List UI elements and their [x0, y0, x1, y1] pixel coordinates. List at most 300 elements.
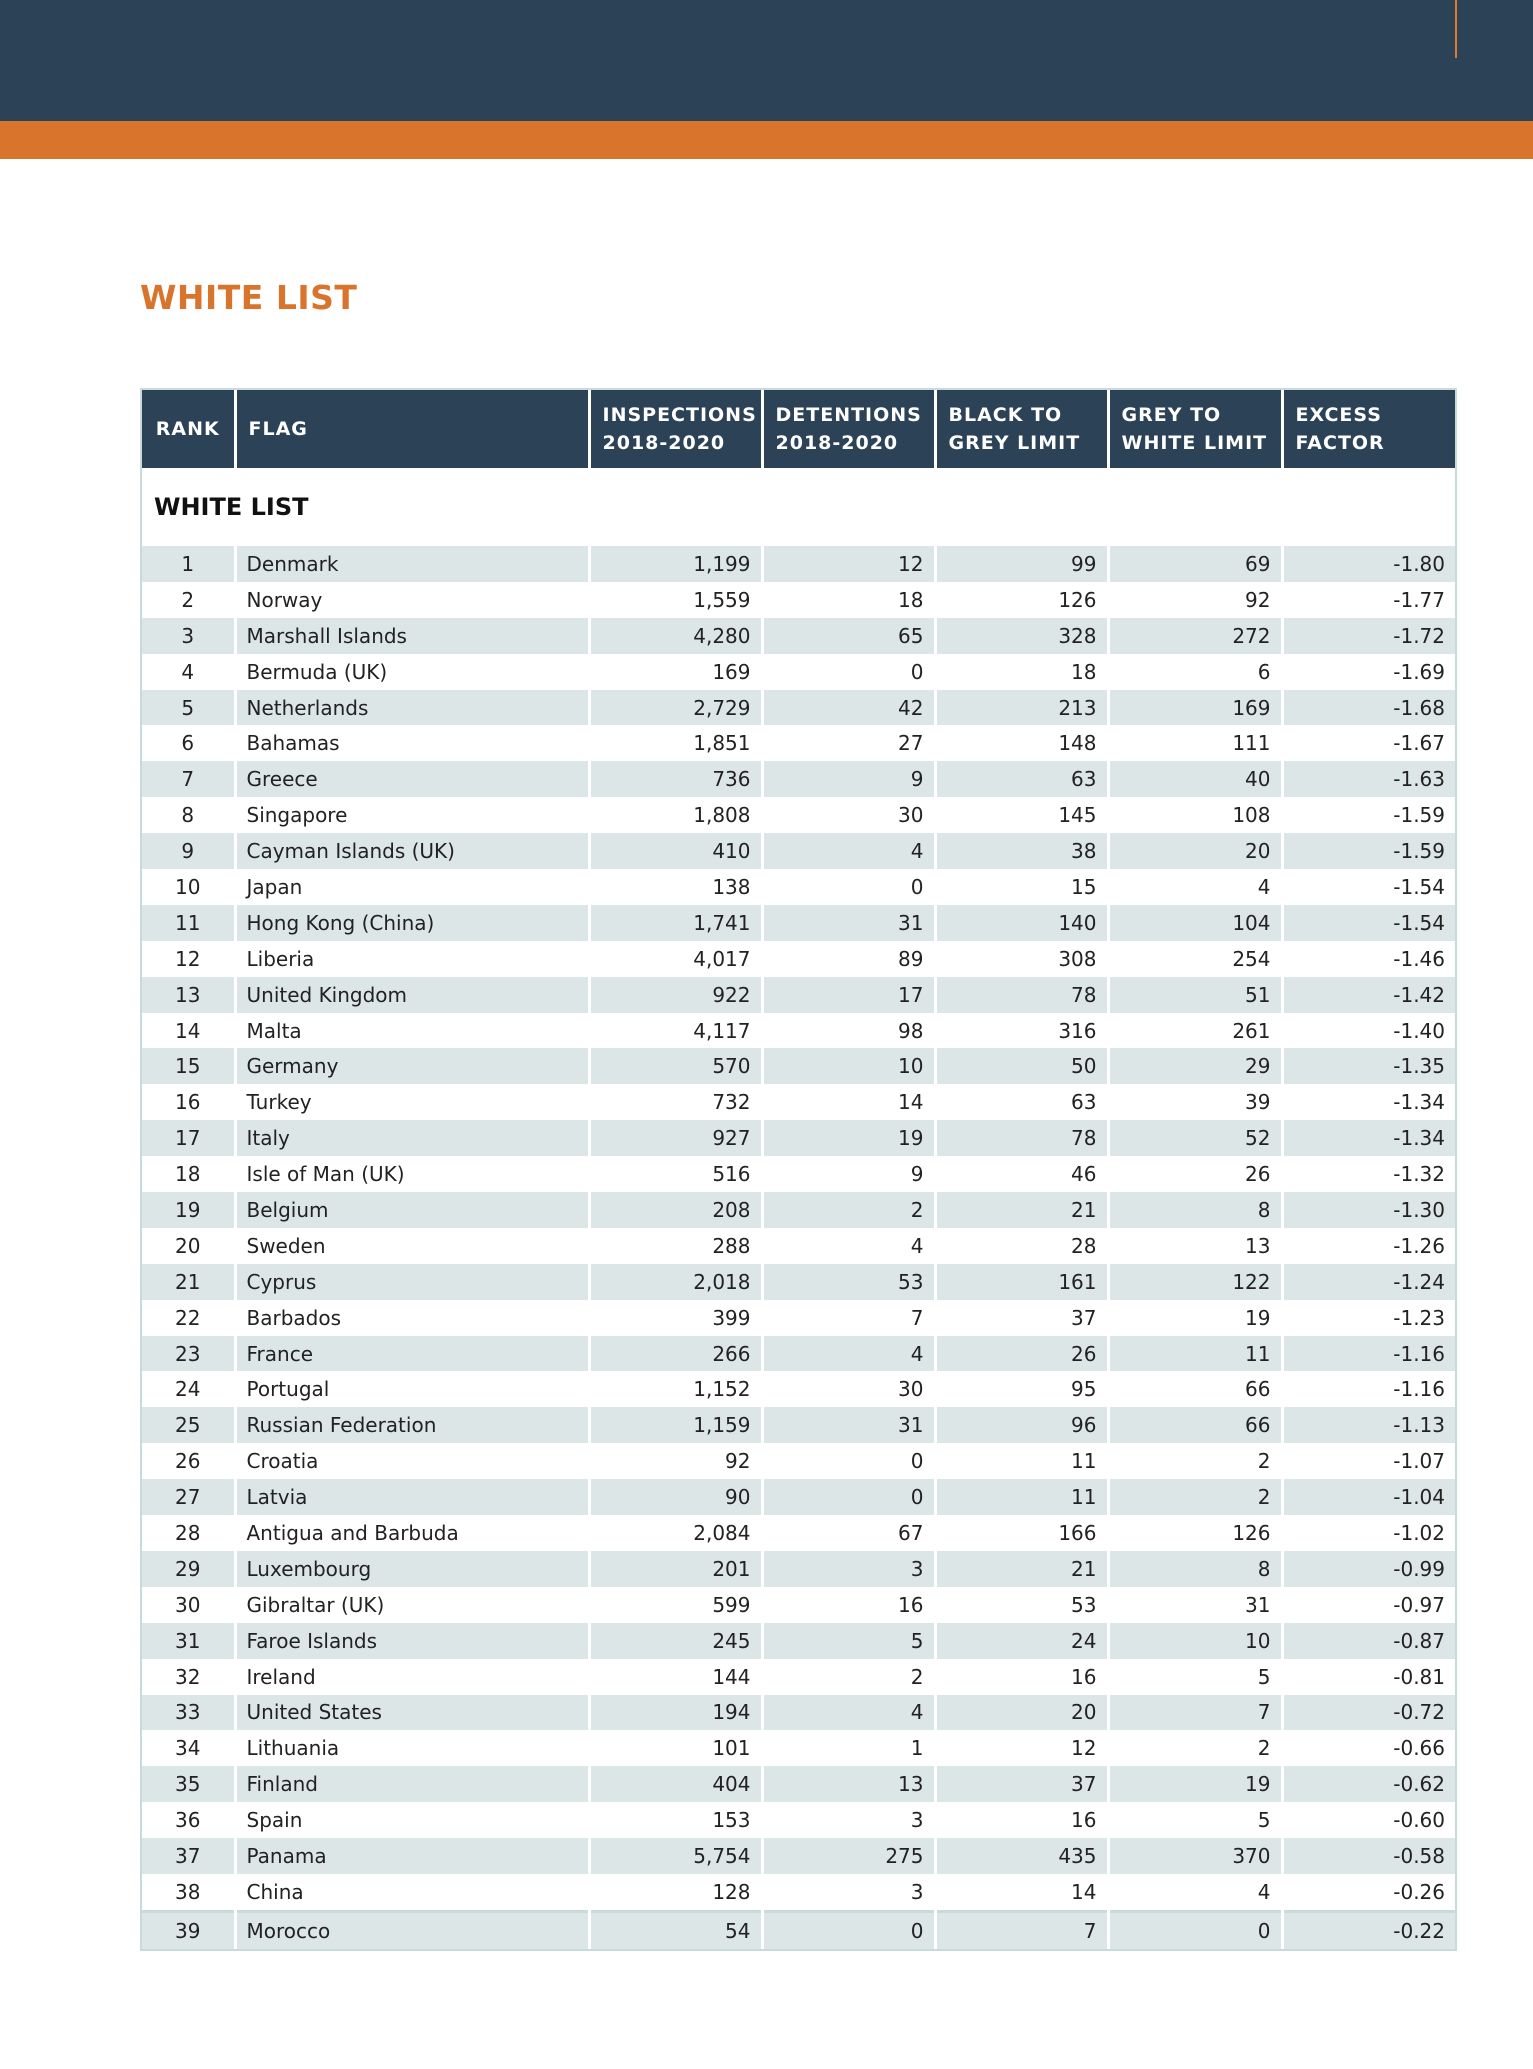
cell-flag: Turkey	[235, 1084, 589, 1120]
cell-black-to-grey: 316	[935, 1013, 1108, 1049]
col-flag: FLAG	[235, 390, 589, 468]
cell-black-to-grey: 213	[935, 690, 1108, 726]
cell-inspections: 5,754	[589, 1838, 762, 1874]
cell-detentions: 18	[762, 582, 935, 618]
cell-grey-to-white: 10	[1108, 1623, 1282, 1659]
cell-rank: 32	[142, 1659, 235, 1695]
cell-rank: 14	[142, 1013, 235, 1049]
cell-inspections: 138	[589, 869, 762, 905]
cell-flag: Netherlands	[235, 690, 589, 726]
cell-rank: 8	[142, 797, 235, 833]
cell-flag: Marshall Islands	[235, 618, 589, 654]
cell-excess-factor: -1.72	[1282, 618, 1455, 654]
table-row	[142, 1371, 1455, 1407]
cell-detentions: 0	[762, 1911, 935, 1948]
cell-excess-factor: -1.69	[1282, 654, 1455, 690]
col-excess-factor: EXCESS FACTOR	[1282, 390, 1455, 468]
cell-excess-factor: -1.34	[1282, 1120, 1455, 1156]
cell-flag: France	[235, 1336, 589, 1372]
cell-excess-factor: -1.26	[1282, 1228, 1455, 1264]
table-row	[142, 1587, 1455, 1623]
cell-detentions: 30	[762, 1371, 935, 1407]
cell-black-to-grey: 435	[935, 1838, 1108, 1874]
cell-grey-to-white: 261	[1108, 1013, 1282, 1049]
cell-grey-to-white: 254	[1108, 941, 1282, 977]
cell-inspections: 599	[589, 1587, 762, 1623]
cell-detentions: 2	[762, 1659, 935, 1695]
cell-excess-factor: -1.46	[1282, 941, 1455, 977]
cell-excess-factor: -1.07	[1282, 1443, 1455, 1479]
cell-excess-factor: -1.40	[1282, 1013, 1455, 1049]
cell-excess-factor: -1.23	[1282, 1300, 1455, 1336]
cell-excess-factor: -1.54	[1282, 905, 1455, 941]
cell-grey-to-white: 370	[1108, 1838, 1282, 1874]
cell-detentions: 0	[762, 1443, 935, 1479]
cell-excess-factor: -0.66	[1282, 1730, 1455, 1766]
cell-black-to-grey: 63	[935, 761, 1108, 797]
cell-detentions: 42	[762, 690, 935, 726]
cell-excess-factor: -1.67	[1282, 725, 1455, 761]
cell-rank: 13	[142, 977, 235, 1013]
table-row	[142, 725, 1455, 761]
cell-rank: 20	[142, 1228, 235, 1264]
table-row	[142, 1300, 1455, 1336]
table-row	[142, 977, 1455, 1013]
cell-black-to-grey: 96	[935, 1407, 1108, 1443]
table-row	[142, 1766, 1455, 1802]
cell-detentions: 1	[762, 1730, 935, 1766]
cell-rank: 12	[142, 941, 235, 977]
cell-grey-to-white: 66	[1108, 1371, 1282, 1407]
table-row	[142, 761, 1455, 797]
cell-inspections: 4,280	[589, 618, 762, 654]
cell-rank: 2	[142, 582, 235, 618]
cell-flag: Belgium	[235, 1192, 589, 1228]
cell-excess-factor: -0.22	[1282, 1911, 1455, 1948]
table-row	[142, 690, 1455, 726]
cell-inspections: 288	[589, 1228, 762, 1264]
cell-flag: Lithuania	[235, 1730, 589, 1766]
cell-excess-factor: -1.32	[1282, 1156, 1455, 1192]
cell-detentions: 16	[762, 1587, 935, 1623]
cell-excess-factor: -0.58	[1282, 1838, 1455, 1874]
cell-black-to-grey: 26	[935, 1336, 1108, 1372]
table-row	[142, 1264, 1455, 1300]
cell-excess-factor: -1.34	[1282, 1084, 1455, 1120]
cell-flag: Antigua and Barbuda	[235, 1515, 589, 1551]
cell-grey-to-white: 19	[1108, 1766, 1282, 1802]
cell-grey-to-white: 0	[1108, 1911, 1282, 1948]
cell-excess-factor: -1.24	[1282, 1264, 1455, 1300]
cell-black-to-grey: 166	[935, 1515, 1108, 1551]
cell-detentions: 13	[762, 1766, 935, 1802]
cell-rank: 17	[142, 1120, 235, 1156]
cell-excess-factor: -1.35	[1282, 1048, 1455, 1084]
cell-rank: 9	[142, 833, 235, 869]
cell-black-to-grey: 14	[935, 1874, 1108, 1911]
cell-inspections: 922	[589, 977, 762, 1013]
cell-inspections: 4,117	[589, 1013, 762, 1049]
cell-flag: United Kingdom	[235, 977, 589, 1013]
table-row	[142, 1659, 1455, 1695]
cell-grey-to-white: 104	[1108, 905, 1282, 941]
cell-grey-to-white: 4	[1108, 869, 1282, 905]
cell-grey-to-white: 8	[1108, 1551, 1282, 1587]
cell-flag: Sweden	[235, 1228, 589, 1264]
cell-detentions: 0	[762, 654, 935, 690]
cell-black-to-grey: 28	[935, 1228, 1108, 1264]
table-row	[142, 1479, 1455, 1515]
cell-flag: Norway	[235, 582, 589, 618]
cell-detentions: 10	[762, 1048, 935, 1084]
cell-flag: Singapore	[235, 797, 589, 833]
cell-flag: Finland	[235, 1766, 589, 1802]
cell-black-to-grey: 16	[935, 1659, 1108, 1695]
cell-grey-to-white: 122	[1108, 1264, 1282, 1300]
cell-grey-to-white: 13	[1108, 1228, 1282, 1264]
cell-detentions: 9	[762, 1156, 935, 1192]
cell-inspections: 404	[589, 1766, 762, 1802]
cell-inspections: 101	[589, 1730, 762, 1766]
cell-inspections: 1,159	[589, 1407, 762, 1443]
cell-detentions: 2	[762, 1192, 935, 1228]
table-row	[142, 941, 1455, 977]
cell-inspections: 736	[589, 761, 762, 797]
cell-grey-to-white: 31	[1108, 1587, 1282, 1623]
cell-detentions: 67	[762, 1515, 935, 1551]
cell-detentions: 4	[762, 1695, 935, 1731]
cell-flag: Spain	[235, 1802, 589, 1838]
cell-detentions: 0	[762, 1479, 935, 1515]
cell-rank: 28	[142, 1515, 235, 1551]
cell-grey-to-white: 8	[1108, 1192, 1282, 1228]
cell-rank: 30	[142, 1587, 235, 1623]
cell-black-to-grey: 37	[935, 1300, 1108, 1336]
cell-detentions: 3	[762, 1802, 935, 1838]
cell-flag: Barbados	[235, 1300, 589, 1336]
col-black-to-grey: BLACK TO GREY LIMIT	[935, 390, 1108, 468]
cell-black-to-grey: 7	[935, 1911, 1108, 1948]
table-subheading-row	[142, 468, 1455, 546]
cell-rank: 6	[142, 725, 235, 761]
cell-rank: 19	[142, 1192, 235, 1228]
table-row	[142, 546, 1455, 582]
cell-detentions: 4	[762, 1336, 935, 1372]
cell-rank: 11	[142, 905, 235, 941]
cell-detentions: 65	[762, 618, 935, 654]
cell-inspections: 1,152	[589, 1371, 762, 1407]
white-list-table	[140, 388, 1457, 1951]
table-row	[142, 1443, 1455, 1479]
cell-grey-to-white: 5	[1108, 1802, 1282, 1838]
cell-flag: Germany	[235, 1048, 589, 1084]
table-row	[142, 1695, 1455, 1731]
cell-rank: 15	[142, 1048, 235, 1084]
cell-flag: Panama	[235, 1838, 589, 1874]
col-inspections: INSPECTIONS 2018-2020	[589, 390, 762, 468]
cell-rank: 4	[142, 654, 235, 690]
cell-grey-to-white: 2	[1108, 1479, 1282, 1515]
cell-grey-to-white: 66	[1108, 1407, 1282, 1443]
cell-inspections: 2,084	[589, 1515, 762, 1551]
cell-grey-to-white: 69	[1108, 546, 1282, 582]
cell-black-to-grey: 21	[935, 1551, 1108, 1587]
cell-grey-to-white: 39	[1108, 1084, 1282, 1120]
cell-inspections: 2,729	[589, 690, 762, 726]
cell-black-to-grey: 140	[935, 905, 1108, 941]
cell-inspections: 1,851	[589, 725, 762, 761]
cell-detentions: 89	[762, 941, 935, 977]
cell-detentions: 9	[762, 761, 935, 797]
cell-grey-to-white: 108	[1108, 797, 1282, 833]
cell-black-to-grey: 15	[935, 869, 1108, 905]
cell-black-to-grey: 16	[935, 1802, 1108, 1838]
cell-flag: Italy	[235, 1120, 589, 1156]
cell-rank: 31	[142, 1623, 235, 1659]
cell-rank: 35	[142, 1766, 235, 1802]
cell-excess-factor: -1.68	[1282, 690, 1455, 726]
cell-black-to-grey: 328	[935, 618, 1108, 654]
table-row	[142, 1551, 1455, 1587]
table-row	[142, 1838, 1455, 1874]
cell-black-to-grey: 12	[935, 1730, 1108, 1766]
cell-inspections: 201	[589, 1551, 762, 1587]
table-row	[142, 1084, 1455, 1120]
cell-rank: 1	[142, 546, 235, 582]
cell-flag: Bermuda (UK)	[235, 654, 589, 690]
cell-detentions: 31	[762, 1407, 935, 1443]
cell-flag: Liberia	[235, 941, 589, 977]
cell-black-to-grey: 78	[935, 977, 1108, 1013]
table-row	[142, 1407, 1455, 1443]
cell-black-to-grey: 11	[935, 1479, 1108, 1515]
cell-flag: Japan	[235, 869, 589, 905]
cell-excess-factor: -0.87	[1282, 1623, 1455, 1659]
col-grey-to-white: GREY TO WHITE LIMIT	[1108, 390, 1282, 468]
cell-inspections: 1,741	[589, 905, 762, 941]
cell-inspections: 2,018	[589, 1264, 762, 1300]
cell-inspections: 410	[589, 833, 762, 869]
table-row	[142, 869, 1455, 905]
cell-detentions: 17	[762, 977, 935, 1013]
cell-excess-factor: -1.80	[1282, 546, 1455, 582]
table-subheading: WHITE LIST	[142, 468, 1455, 546]
cell-black-to-grey: 18	[935, 654, 1108, 690]
cell-inspections: 194	[589, 1695, 762, 1731]
cell-inspections: 1,199	[589, 546, 762, 582]
cell-black-to-grey: 145	[935, 797, 1108, 833]
cell-rank: 26	[142, 1443, 235, 1479]
cell-inspections: 92	[589, 1443, 762, 1479]
table-row	[142, 1120, 1455, 1156]
cell-black-to-grey: 21	[935, 1192, 1108, 1228]
table-row	[142, 833, 1455, 869]
cell-black-to-grey: 37	[935, 1766, 1108, 1802]
cell-inspections: 245	[589, 1623, 762, 1659]
cell-flag: Russian Federation	[235, 1407, 589, 1443]
table-row	[142, 1802, 1455, 1838]
table-row	[142, 1192, 1455, 1228]
cell-grey-to-white: 6	[1108, 654, 1282, 690]
cell-rank: 36	[142, 1802, 235, 1838]
cell-inspections: 128	[589, 1874, 762, 1911]
cell-excess-factor: -1.59	[1282, 833, 1455, 869]
table-row	[142, 1515, 1455, 1551]
cell-excess-factor: -1.42	[1282, 977, 1455, 1013]
cell-grey-to-white: 5	[1108, 1659, 1282, 1695]
cell-detentions: 5	[762, 1623, 935, 1659]
cell-flag: Faroe Islands	[235, 1623, 589, 1659]
cell-flag: Croatia	[235, 1443, 589, 1479]
cell-rank: 10	[142, 869, 235, 905]
cell-flag: Luxembourg	[235, 1551, 589, 1587]
table-row	[142, 905, 1455, 941]
cell-detentions: 0	[762, 869, 935, 905]
table-row	[142, 1623, 1455, 1659]
cell-inspections: 4,017	[589, 941, 762, 977]
cell-rank: 21	[142, 1264, 235, 1300]
cell-inspections: 153	[589, 1802, 762, 1838]
cell-grey-to-white: 272	[1108, 618, 1282, 654]
cell-black-to-grey: 53	[935, 1587, 1108, 1623]
table-row	[142, 1874, 1455, 1911]
table-row	[142, 582, 1455, 618]
cell-rank: 7	[142, 761, 235, 797]
cell-excess-factor: -0.60	[1282, 1802, 1455, 1838]
cell-inspections: 732	[589, 1084, 762, 1120]
cell-detentions: 31	[762, 905, 935, 941]
cell-inspections: 90	[589, 1479, 762, 1515]
col-detentions: DETENTIONS 2018-2020	[762, 390, 935, 468]
cell-rank: 34	[142, 1730, 235, 1766]
header-banner	[0, 0, 1533, 121]
cell-flag: Portugal	[235, 1371, 589, 1407]
cell-excess-factor: -0.97	[1282, 1587, 1455, 1623]
cell-inspections: 516	[589, 1156, 762, 1192]
cell-detentions: 53	[762, 1264, 935, 1300]
cell-black-to-grey: 126	[935, 582, 1108, 618]
cell-detentions: 27	[762, 725, 935, 761]
cell-flag: Bahamas	[235, 725, 589, 761]
cell-excess-factor: -1.02	[1282, 1515, 1455, 1551]
cell-rank: 23	[142, 1336, 235, 1372]
cell-grey-to-white: 19	[1108, 1300, 1282, 1336]
cell-excess-factor: -0.81	[1282, 1659, 1455, 1695]
table-row	[142, 654, 1455, 690]
cell-grey-to-white: 169	[1108, 690, 1282, 726]
cell-detentions: 98	[762, 1013, 935, 1049]
cell-detentions: 4	[762, 833, 935, 869]
cell-flag: Malta	[235, 1013, 589, 1049]
cell-flag: Denmark	[235, 546, 589, 582]
cell-excess-factor: -0.99	[1282, 1551, 1455, 1587]
cell-black-to-grey: 148	[935, 725, 1108, 761]
cell-detentions: 3	[762, 1551, 935, 1587]
header-accent-tick	[1455, 0, 1457, 58]
table-row	[142, 1911, 1455, 1948]
table-header-row	[142, 390, 1455, 468]
cell-black-to-grey: 308	[935, 941, 1108, 977]
cell-grey-to-white: 51	[1108, 977, 1282, 1013]
cell-rank: 37	[142, 1838, 235, 1874]
cell-inspections: 570	[589, 1048, 762, 1084]
cell-inspections: 266	[589, 1336, 762, 1372]
cell-excess-factor: -1.16	[1282, 1336, 1455, 1372]
cell-rank: 27	[142, 1479, 235, 1515]
cell-grey-to-white: 11	[1108, 1336, 1282, 1372]
col-rank: RANK	[142, 390, 235, 468]
cell-flag: Cayman Islands (UK)	[235, 833, 589, 869]
cell-rank: 25	[142, 1407, 235, 1443]
cell-black-to-grey: 78	[935, 1120, 1108, 1156]
cell-black-to-grey: 24	[935, 1623, 1108, 1659]
cell-inspections: 927	[589, 1120, 762, 1156]
cell-inspections: 1,808	[589, 797, 762, 833]
cell-detentions: 7	[762, 1300, 935, 1336]
cell-flag: Greece	[235, 761, 589, 797]
cell-excess-factor: -1.04	[1282, 1479, 1455, 1515]
cell-grey-to-white: 26	[1108, 1156, 1282, 1192]
cell-detentions: 30	[762, 797, 935, 833]
cell-flag: Morocco	[235, 1911, 589, 1948]
cell-excess-factor: -0.62	[1282, 1766, 1455, 1802]
cell-excess-factor: -1.54	[1282, 869, 1455, 905]
cell-grey-to-white: 7	[1108, 1695, 1282, 1731]
cell-black-to-grey: 63	[935, 1084, 1108, 1120]
cell-inspections: 1,559	[589, 582, 762, 618]
cell-grey-to-white: 4	[1108, 1874, 1282, 1911]
cell-rank: 29	[142, 1551, 235, 1587]
cell-grey-to-white: 29	[1108, 1048, 1282, 1084]
cell-detentions: 12	[762, 546, 935, 582]
cell-flag: Ireland	[235, 1659, 589, 1695]
cell-black-to-grey: 11	[935, 1443, 1108, 1479]
cell-flag: Latvia	[235, 1479, 589, 1515]
cell-grey-to-white: 20	[1108, 833, 1282, 869]
cell-detentions: 4	[762, 1228, 935, 1264]
cell-inspections: 208	[589, 1192, 762, 1228]
cell-detentions: 14	[762, 1084, 935, 1120]
cell-rank: 18	[142, 1156, 235, 1192]
cell-black-to-grey: 161	[935, 1264, 1108, 1300]
table-row	[142, 1336, 1455, 1372]
table-row	[142, 1013, 1455, 1049]
cell-grey-to-white: 2	[1108, 1730, 1282, 1766]
cell-grey-to-white: 2	[1108, 1443, 1282, 1479]
header-accent-band	[0, 121, 1533, 159]
cell-rank: 39	[142, 1911, 235, 1948]
cell-black-to-grey: 20	[935, 1695, 1108, 1731]
cell-black-to-grey: 99	[935, 546, 1108, 582]
cell-excess-factor: -1.77	[1282, 582, 1455, 618]
cell-excess-factor: -1.30	[1282, 1192, 1455, 1228]
table-row	[142, 1730, 1455, 1766]
cell-inspections: 169	[589, 654, 762, 690]
cell-flag: Isle of Man (UK)	[235, 1156, 589, 1192]
cell-detentions: 19	[762, 1120, 935, 1156]
cell-rank: 22	[142, 1300, 235, 1336]
table-row	[142, 1228, 1455, 1264]
table-row	[142, 1048, 1455, 1084]
table-row	[142, 797, 1455, 833]
cell-excess-factor: -0.26	[1282, 1874, 1455, 1911]
cell-flag: United States	[235, 1695, 589, 1731]
cell-grey-to-white: 92	[1108, 582, 1282, 618]
cell-inspections: 144	[589, 1659, 762, 1695]
cell-rank: 38	[142, 1874, 235, 1911]
cell-flag: Cyprus	[235, 1264, 589, 1300]
cell-black-to-grey: 38	[935, 833, 1108, 869]
